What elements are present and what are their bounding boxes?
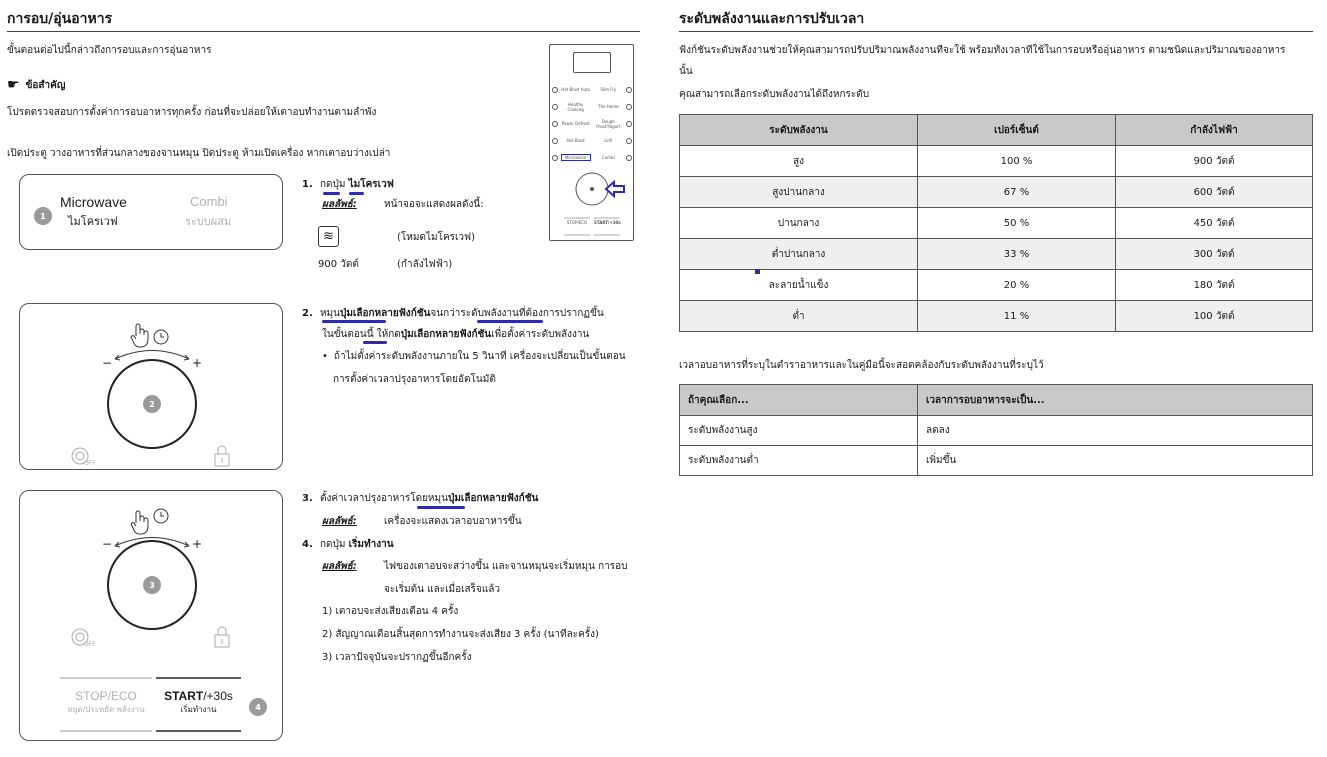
table-cell: ปานกลาง bbox=[680, 208, 918, 239]
step-1-result-label: ผลลัพธ์: bbox=[322, 199, 357, 210]
step-2: 2. หมุนปุ่มเลือกหลายฟังก์ชันจนกว่าระดับพลังงานที่ต้องการปรากฏขึ้น bbox=[302, 308, 604, 319]
power-intro-line1: ฟังก์ชั่นระดับพลังงานช่วยให้คุณสามารถปรับปริมาณพลังงานที่จะใช้ พร้อมทั้งเวลาที่ใช้ในการอบหรืออุ่นอาหาร ตามชนิดและปริมาณของอาหาร bbox=[679, 45, 1286, 56]
dial-plus: + bbox=[192, 356, 203, 370]
microwave-highlight: Microwave bbox=[561, 154, 591, 161]
step-4-result-line2: จะเริ่มต้น และเมื่อเสร็จแล้ว bbox=[384, 584, 501, 595]
table-header: เวลาการอบอาหารจะเป็น... bbox=[918, 385, 1313, 416]
microwave-mode-en[interactable]: Microwave bbox=[60, 194, 127, 210]
hand-press-icon bbox=[131, 511, 148, 534]
dial-plus: + bbox=[192, 537, 203, 551]
table-cell: 450 วัตต์ bbox=[1116, 208, 1313, 239]
clock-icon bbox=[154, 330, 168, 344]
dial-minus: − bbox=[102, 356, 113, 370]
cooking-time-table bbox=[679, 384, 1313, 476]
stop-eco-th: หยุด/ประหยัด พลังงาน bbox=[67, 705, 145, 714]
child-lock-icon bbox=[215, 446, 229, 466]
power-level-table bbox=[679, 114, 1313, 332]
arrow-left-icon bbox=[606, 182, 624, 196]
step-4-item-3: 3) เวลาปัจจุบันจะปรากฏขึ้นอีกครั้ง bbox=[322, 652, 472, 663]
table-cell: 20 % bbox=[918, 270, 1116, 301]
time-note: เวลาอบอาหารที่ระบุในตำราอาหารและในคู่มือนี้จะสอดคล้องกับระดับพลังงานที่ระบุไว้ bbox=[679, 360, 1044, 371]
step-1-text: กดปุ่ม bbox=[319, 179, 349, 190]
control-row: Hot Blast Auto Slim Fry bbox=[552, 81, 632, 98]
control-row: Healthy Cooking The Home bbox=[552, 98, 632, 115]
off-label: OFF bbox=[84, 641, 96, 648]
step-3-result-text: เครื่องจะแสดงเวลาอบอาหารขึ้น bbox=[384, 516, 522, 527]
table-cell: ระดับพลังงานต่ำ bbox=[680, 446, 918, 476]
step-4-result-line1: ไฟของเตาอบจะสว่างขึ้น และจานหมุนจะเริ่มหมุน การอบ bbox=[384, 561, 628, 572]
table-header: กำลังไฟฟ้า bbox=[1116, 115, 1313, 146]
intro-text: ขั้นตอนต่อไปนี้กล่าวถึงการอบและการอุ่นอาหาร bbox=[7, 45, 212, 56]
table-row bbox=[680, 301, 1313, 332]
dial-panel-time bbox=[19, 490, 283, 741]
table-cell: 67 % bbox=[918, 177, 1116, 208]
table-header: ระดับพลังงาน bbox=[680, 115, 918, 146]
six-levels-text: คุณสามารถเลือกระดับพลังงานได้ถึงหกระดับ bbox=[679, 89, 870, 100]
start-label: START bbox=[164, 689, 204, 703]
table-row bbox=[680, 270, 1313, 301]
step-2-bullet-cont: การตั้งค่าเวลาปรุงอาหารโดยอัตโนมัติ bbox=[333, 374, 496, 385]
step-3: 3. ตั้งค่าเวลาปรุงอาหารโดยหมุนปุ่มเลือกหลายฟังก์ชัน bbox=[302, 493, 539, 504]
step-badge-1: 1 bbox=[34, 207, 52, 225]
dial-panel-power bbox=[19, 303, 283, 470]
off-label: OFF bbox=[84, 460, 96, 467]
hand-press-icon bbox=[131, 324, 148, 347]
table-row bbox=[680, 177, 1313, 208]
open-door-text: เปิดประตู วางอาหารที่ส่วนกลางของจานหมุน ปิดประตู ห้ามเปิดเครื่อง หากเตาอบว่างเปล่า bbox=[7, 148, 391, 159]
pointing-hand-icon: ☛ bbox=[7, 77, 20, 93]
table-header-row bbox=[680, 115, 1313, 146]
highlight-mark bbox=[363, 341, 387, 344]
microwave-waves-icon: ≋ bbox=[318, 226, 339, 247]
panel-stop-label: STOP/ECO bbox=[566, 220, 588, 225]
table-cell: ต่ำ bbox=[680, 301, 918, 332]
table-row bbox=[680, 446, 1313, 476]
section-title-power: ระดับพลังงานและการปรับเวลา bbox=[679, 11, 865, 27]
step-2-line2: ในขั้นตอนนี้ ให้กดปุ่มเลือกหลายฟังก์ชันเพื่อตั้งค่าระดับพลังงาน bbox=[322, 329, 590, 340]
watt-desc: (กำลังไฟฟ้า) bbox=[397, 259, 453, 270]
step-1-result-text: หน้าจอจะแสดงผลดังนี้: bbox=[384, 199, 484, 210]
table-header-row bbox=[680, 385, 1313, 416]
table-cell: 600 วัตต์ bbox=[1116, 177, 1313, 208]
check-settings-text: โปรดตรวจสอบการตั้งค่าการอบอาหารทุกครั้ง ก่อนที่จะปล่อยให้เตาอบทำงานตามลำพัง bbox=[7, 107, 377, 118]
table-cell: ต่ำปานกลาง bbox=[680, 239, 918, 270]
step-3-number: 3. bbox=[302, 493, 313, 504]
table-header: เปอร์เซ็นต์ bbox=[918, 115, 1116, 146]
table-cell: 50 % bbox=[918, 208, 1116, 239]
important-note bbox=[7, 79, 65, 92]
title-divider bbox=[679, 31, 1313, 32]
table-cell: 180 วัตต์ bbox=[1116, 270, 1313, 301]
control-panel-illustration bbox=[549, 44, 634, 241]
cursor-marker bbox=[755, 269, 760, 274]
display-screen bbox=[573, 52, 611, 73]
dial-minus: − bbox=[102, 537, 113, 551]
child-lock-icon bbox=[215, 627, 229, 647]
table-row bbox=[680, 239, 1313, 270]
table-cell: ระดับพลังงานสูง bbox=[680, 416, 918, 446]
microwave-mode-th: ไมโครเวฟ bbox=[68, 215, 118, 228]
start-th: เริ่มทำงาน bbox=[180, 705, 217, 714]
stop-eco-label: STOP/ECO bbox=[75, 689, 137, 703]
step-badge-4: 4 bbox=[249, 698, 267, 716]
step-4-result-label: ผลลัพธ์: bbox=[322, 561, 357, 572]
important-label: ข้อสำคัญ bbox=[25, 80, 66, 91]
step-badge-3: 3 bbox=[143, 576, 161, 594]
table-cell: 100 วัตต์ bbox=[1116, 301, 1313, 332]
power-intro-line2: นั้น bbox=[679, 66, 693, 77]
table-cell: 33 % bbox=[918, 239, 1116, 270]
step-4-item-1: 1) เตาอบจะส่งเสียงเตือน 4 ครั้ง bbox=[322, 606, 459, 617]
dial-illustration bbox=[20, 304, 284, 471]
step-1-number: 1. bbox=[302, 179, 313, 190]
table-cell: ลดลง bbox=[918, 416, 1313, 446]
start-button[interactable] bbox=[156, 689, 241, 716]
step-2-bullet: • ถ้าไม่ตั้งค่าระดับพลังงานภายใน 5 วินาที เครื่องจะเปลี่ยนเป็นขั้นตอน bbox=[322, 351, 626, 362]
highlight-mark bbox=[477, 320, 543, 323]
combi-mode-en[interactable]: Combi bbox=[190, 194, 228, 209]
highlight-mark bbox=[417, 506, 465, 509]
step-4-item-2: 2) สัญญาณเตือนสิ้นสุดการทำงานจะส่งเสียง 3 ครั้ง (นาทีละครั้ง) bbox=[322, 629, 599, 640]
control-row: Power Defrost Dough Proof/Yogurt bbox=[552, 115, 632, 132]
step-1-button-name: ไมโครเวฟ bbox=[348, 179, 394, 190]
step-4: 4. กดปุ่ม เริ่มทำงาน bbox=[302, 539, 394, 550]
table-cell: 11 % bbox=[918, 301, 1116, 332]
table-cell: 100 % bbox=[918, 146, 1116, 177]
step-3-result-label: ผลลัพธ์: bbox=[322, 516, 357, 527]
table-row bbox=[680, 416, 1313, 446]
control-row: Hot Blast Grill bbox=[552, 132, 632, 149]
control-rows bbox=[552, 81, 632, 166]
clock-icon bbox=[154, 509, 168, 523]
table-row bbox=[680, 146, 1313, 177]
display-panel-microwave bbox=[19, 174, 283, 250]
title-divider bbox=[7, 31, 640, 32]
stop-eco-button[interactable] bbox=[60, 689, 152, 716]
highlight-mark bbox=[323, 192, 340, 195]
highlight-mark bbox=[322, 320, 386, 323]
combi-mode-th: ระบบผสม bbox=[185, 215, 232, 228]
panel-dial bbox=[550, 165, 635, 242]
dial-arc bbox=[115, 351, 189, 360]
control-row: Microwave Combi bbox=[552, 149, 632, 166]
microwave-mode-desc: (โหมดไมโครเวฟ) bbox=[397, 232, 476, 243]
table-cell: 900 วัตต์ bbox=[1116, 146, 1313, 177]
watt-value: 900 วัตต์ bbox=[318, 259, 359, 270]
table-cell: สูงปานกลาง bbox=[680, 177, 918, 208]
start-plus30: /+30s bbox=[203, 689, 233, 703]
panel-start-label: START/+30s bbox=[594, 220, 621, 225]
step-4-number: 4. bbox=[302, 539, 313, 550]
highlight-mark bbox=[349, 192, 364, 195]
table-row bbox=[680, 208, 1313, 239]
table-cell: ละลายน้ำแข็ง bbox=[680, 270, 918, 301]
step-1 bbox=[302, 178, 394, 191]
table-cell: เพิ่มขึ้น bbox=[918, 446, 1313, 476]
step-badge-2: 2 bbox=[143, 395, 161, 413]
section-title-cooking: การอบ/อุ่นอาหาร bbox=[7, 11, 113, 27]
table-cell: 300 วัตต์ bbox=[1116, 239, 1313, 270]
table-cell: สูง bbox=[680, 146, 918, 177]
table-header: ถ้าคุณเลือก... bbox=[680, 385, 918, 416]
step-2-number: 2. bbox=[302, 308, 313, 319]
